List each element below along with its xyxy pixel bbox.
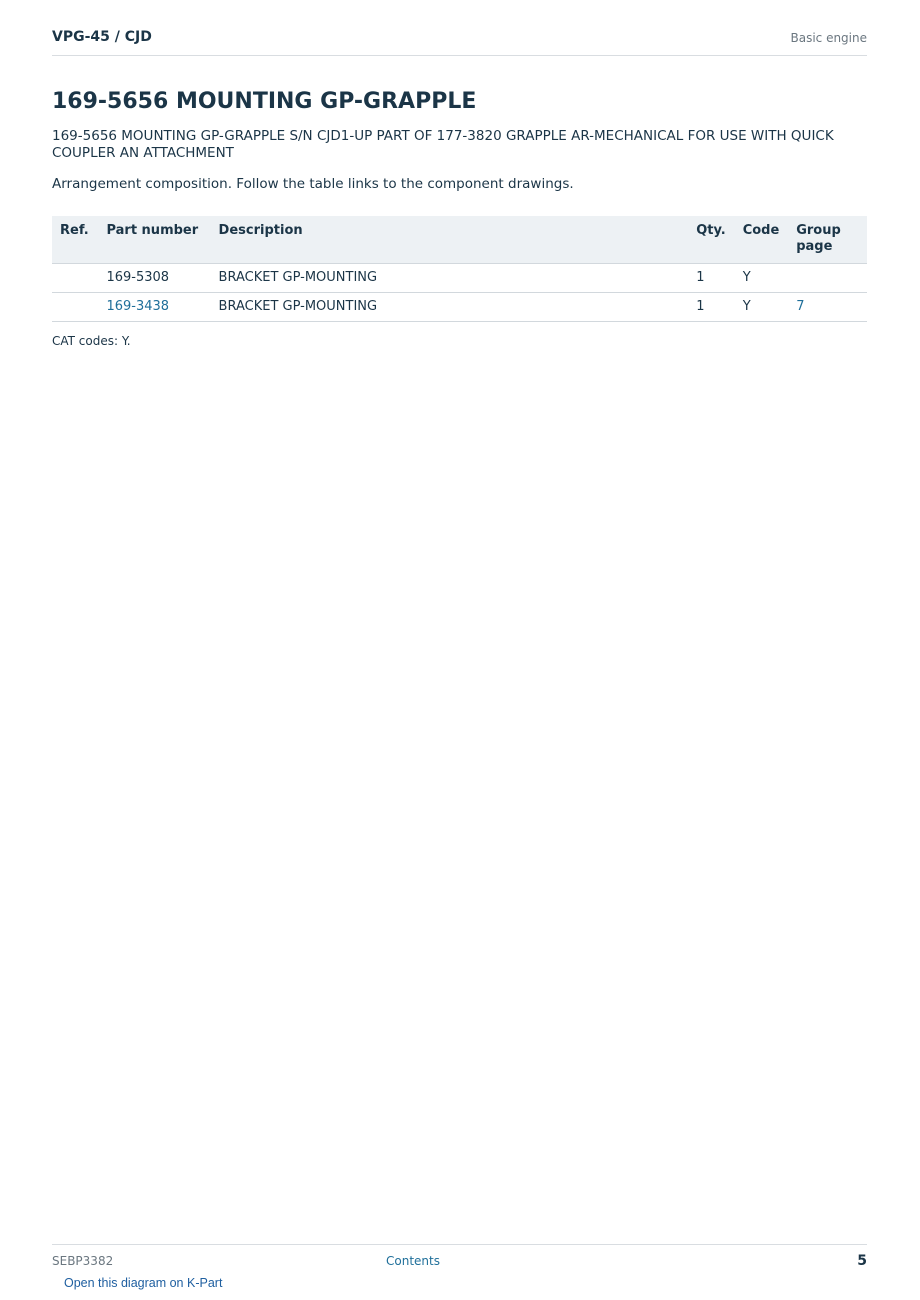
page-number: 5: [857, 1253, 867, 1269]
kpart-link[interactable]: Open this diagram on K-Part: [64, 1276, 223, 1290]
cell-group-page: [788, 293, 867, 322]
table-row: [52, 293, 867, 322]
header-group-page: Group page: [788, 216, 867, 264]
section-label: Basic engine: [790, 31, 867, 45]
page-title: 169-5656 MOUNTING GP-GRAPPLE: [52, 89, 477, 114]
header-part-number: Part number: [98, 216, 210, 264]
cell-description: BRACKET GP-MOUNTING: [211, 264, 689, 293]
page-footer: [52, 1244, 867, 1275]
cell-qty: 1: [688, 293, 734, 322]
cell-group-page: [788, 264, 867, 293]
cell-part-number: [98, 293, 210, 322]
header-code: Code: [735, 216, 789, 264]
header-ref: Ref.: [52, 216, 98, 264]
page-subtitle: 169-5656 MOUNTING GP-GRAPPLE S/N CJD1-UP PART OF 177-3820 GRAPPLE AR-MECHANICAL FOR USE WITH QUICK COUPLER AN ATTACHMENT: [52, 128, 834, 161]
cell-code: Y: [735, 293, 789, 322]
cell-ref: [52, 293, 98, 322]
cell-qty: 1: [688, 264, 734, 293]
table-row: [52, 264, 867, 293]
header-description: Description: [211, 216, 689, 264]
header-qty: Qty.: [688, 216, 734, 264]
breadcrumb: VPG-45 / CJD: [52, 29, 152, 45]
intro-text: Arrangement composition. Follow the table links to the component drawings.: [52, 176, 574, 192]
cell-code: Y: [735, 264, 789, 293]
cell-part-number: 169-5308: [98, 264, 210, 293]
contents-link[interactable]: Contents: [386, 1254, 440, 1268]
cell-description: BRACKET GP-MOUNTING: [211, 293, 689, 322]
cat-codes-note: CAT codes: Y.: [52, 334, 131, 348]
cell-ref: [52, 264, 98, 293]
part-number-link[interactable]: 169-3438: [106, 299, 170, 314]
parts-table: [52, 216, 867, 322]
page-header: [52, 28, 867, 56]
table-header-row: [52, 216, 867, 264]
group-page-link[interactable]: 7: [796, 299, 805, 314]
document-id: SEBP3382: [52, 1254, 114, 1268]
